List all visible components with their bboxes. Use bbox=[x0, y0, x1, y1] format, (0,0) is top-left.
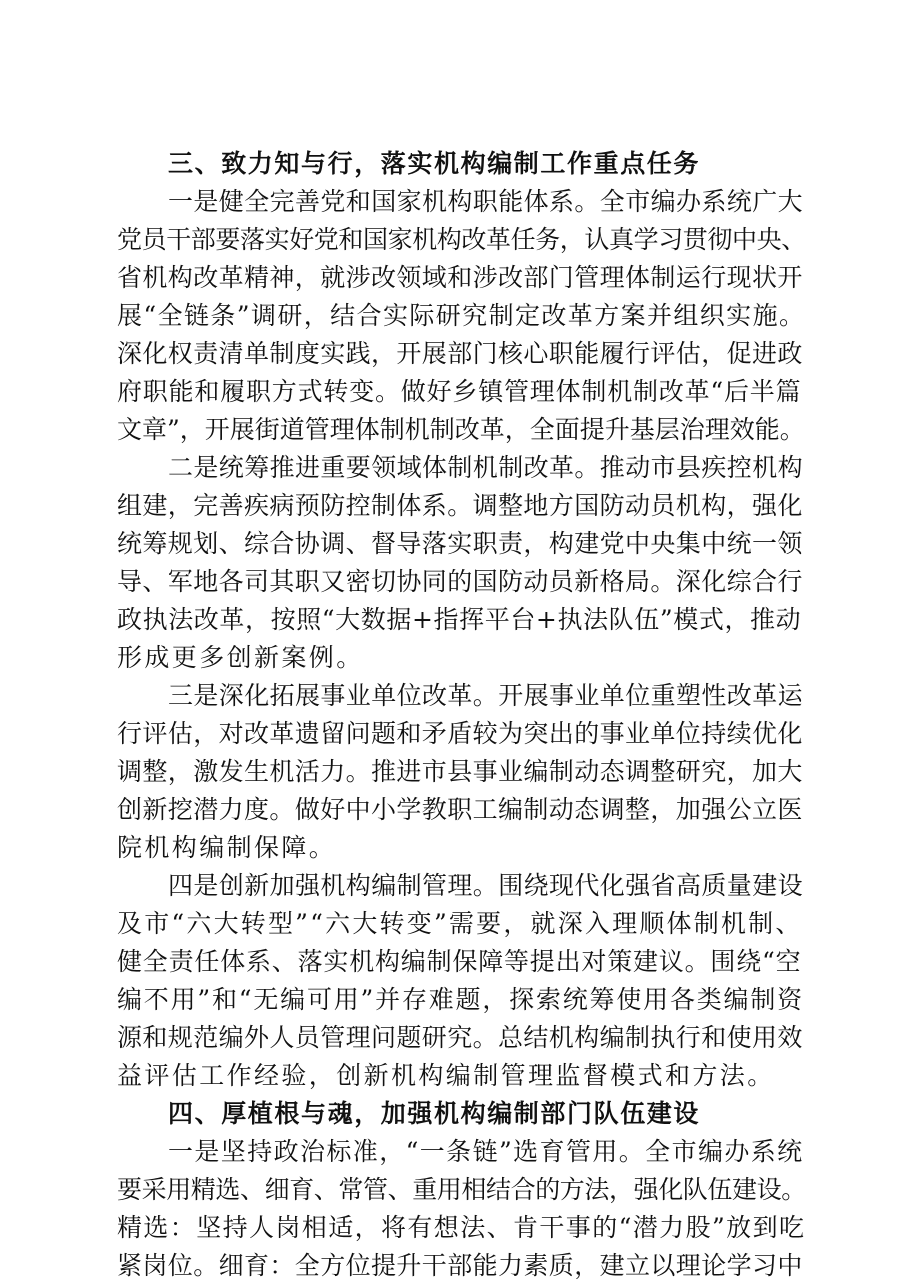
heading-text: 三、致力知与行，落实机构编制工作重点任务 bbox=[168, 149, 701, 178]
text-line: 紧岗位。细育：全方位提升干部能力素质，建立以理论学习中 bbox=[117, 1251, 803, 1280]
text-line: 二是统筹推进重要领域体制机制改革。推动市县疾控机构 bbox=[168, 453, 804, 482]
text-line: 健全责任体系、落实机构编制保障等提出对策建议。围绕“空 bbox=[117, 947, 802, 976]
text-line: 源和规范编外人员管理问题研究。总结机构编制执行和使用效 bbox=[117, 1023, 803, 1052]
text-line: 统筹规划、综合协调、督导落实职责，构建党中央集中统一领 bbox=[117, 529, 803, 558]
text-line: 益评估工作经验，创新机构编制管理监督模式和方法。 bbox=[117, 1061, 775, 1090]
text-line: 创新挖潜力度。做好中小学教职工编制动态调整，加强公立医 bbox=[117, 795, 803, 824]
text-line: 党员干部要落实好党和国家机构改革任务，认真学习贯彻中央、 bbox=[117, 225, 806, 254]
text-line: 形成更多创新案例。 bbox=[117, 643, 364, 672]
text-line: 展“全链条”调研，结合实际研究制定改革方案并组织实施。 bbox=[117, 301, 806, 330]
text-line: 组建，完善疾病预防控制体系。调整地方国防动员机构，强化 bbox=[117, 491, 803, 520]
text-line: 院机构编制保障。 bbox=[117, 833, 337, 862]
text-line: 府职能和履职方式转变。做好乡镇管理体制机制改革“后半篇 bbox=[117, 377, 802, 406]
text-line: 文章”，开展街道管理体制机制改革，全面提升基层治理效能。 bbox=[117, 415, 805, 444]
text-line: 一是健全完善党和国家机构职能体系。全市编办系统广大 bbox=[168, 187, 804, 216]
text-line: 一是坚持政治标准，“一条链”选育管用。全市编办系统 bbox=[168, 1137, 804, 1166]
text-line: 三是深化拓展事业单位改革。开展事业单位重塑性改革运 bbox=[168, 681, 804, 710]
text-line: 编不用”和“无编可用”并存难题，探索统筹使用各类编制资 bbox=[117, 985, 804, 1014]
text-line: 导、军地各司其职又密切协同的国防动员新格局。深化综合行 bbox=[117, 567, 803, 596]
text-line: 及市“六大转型”“六大转变”需要，就深入理顺体制机制、 bbox=[117, 909, 803, 938]
text-line: 要采用精选、细育、常管、重用相结合的方法，强化队伍建设。 bbox=[117, 1175, 806, 1204]
text-line: 四是创新加强机构编制管理。围绕现代化强省高质量建设 bbox=[168, 871, 804, 900]
text-line: 精选：坚持人岗相适，将有想法、肯干事的“潜力股”放到吃 bbox=[117, 1213, 806, 1242]
text-line: 深化权责清单制度实践，开展部门核心职能履行评估，促进政 bbox=[117, 339, 803, 368]
text-line: 调整，激发生机活力。推进市县事业编制动态调整研究，加大 bbox=[117, 757, 803, 786]
text-line: 省机构改革精神，就涉改领域和涉改部门管理体制运行现状开 bbox=[117, 263, 803, 292]
text-line: 政执法改革，按照“大数据+指挥平台+执法队伍”模式，推动 bbox=[117, 605, 802, 634]
text-line: 行评估，对改革遗留问题和矛盾较为突出的事业单位持续优化 bbox=[117, 719, 803, 748]
heading-text: 四、厚植根与魂，加强机构编制部门队伍建设 bbox=[168, 1099, 701, 1128]
